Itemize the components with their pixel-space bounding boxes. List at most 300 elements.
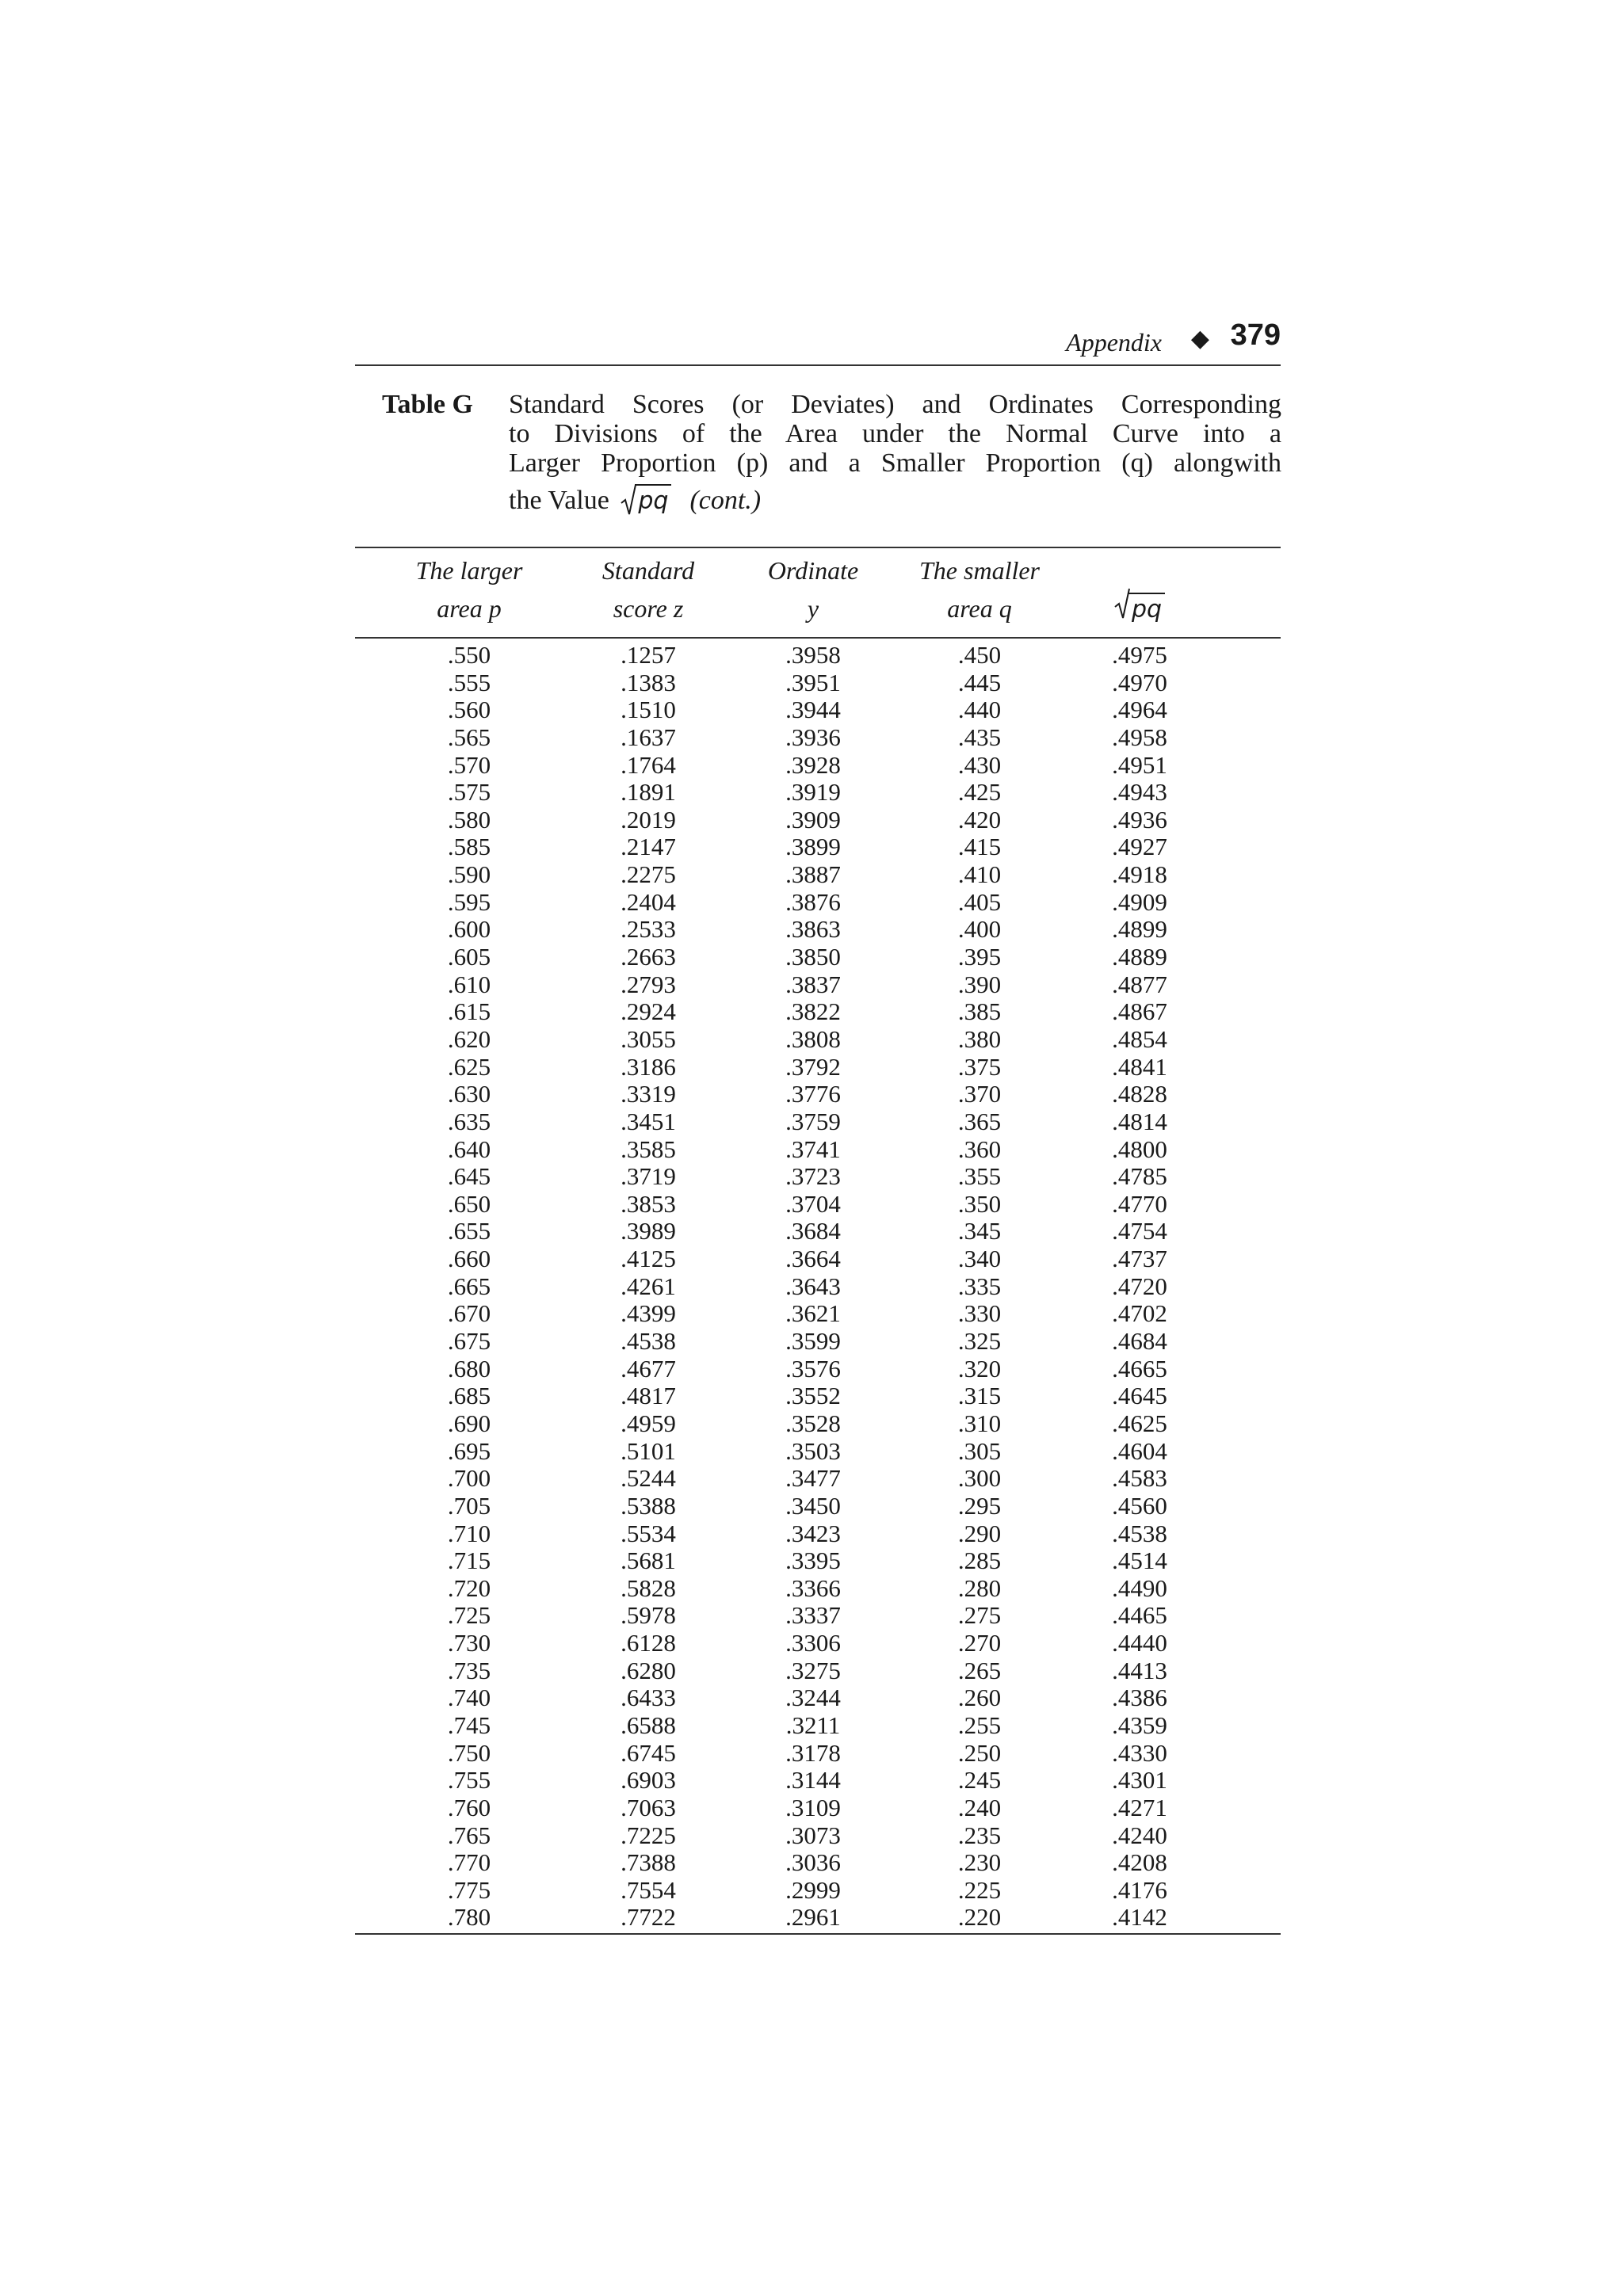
diamond-icon: ◆ xyxy=(1190,325,1209,353)
cell-area-q: .360 xyxy=(957,1135,1002,1163)
cell-ordinate-y: .2999 xyxy=(785,1875,841,1904)
table-row xyxy=(355,889,1281,917)
cell-sqrt-pq: .4538 xyxy=(1112,1519,1167,1547)
cell-area-p: .645 xyxy=(447,1162,491,1191)
cell-ordinate-y: .3503 xyxy=(785,1436,841,1465)
section-title: Appendix xyxy=(1066,328,1162,357)
table-row xyxy=(355,779,1281,807)
cell-area-p: .555 xyxy=(447,668,491,696)
cell-area-p: .765 xyxy=(447,1821,491,1849)
cell-sqrt-pq: .4927 xyxy=(1112,833,1167,861)
cell-ordinate-y: .3109 xyxy=(785,1793,841,1821)
table-row xyxy=(355,696,1281,724)
cell-area-p: .580 xyxy=(447,805,491,833)
cell-area-p: .615 xyxy=(447,997,491,1026)
cell-area-q: .375 xyxy=(957,1052,1002,1081)
cell-area-p: .595 xyxy=(447,887,491,916)
table-row xyxy=(355,1300,1281,1328)
cell-ordinate-y: .3936 xyxy=(785,723,841,751)
cell-area-p: .585 xyxy=(447,833,491,861)
cell-ordinate-y: .3599 xyxy=(785,1327,841,1356)
caption-line: Larger Proportion (p) and a Smaller Proportion (q) alongwith xyxy=(509,448,1281,478)
cell-score-z: .4959 xyxy=(621,1409,676,1437)
cell-area-q: .310 xyxy=(957,1409,1002,1437)
cell-sqrt-pq: .4854 xyxy=(1112,1024,1167,1053)
cell-score-z: .3319 xyxy=(621,1080,676,1108)
cell-score-z: .3186 xyxy=(621,1052,676,1081)
cell-ordinate-y: .3528 xyxy=(785,1409,841,1437)
cell-area-p: .775 xyxy=(447,1875,491,1904)
cell-sqrt-pq: .4889 xyxy=(1112,943,1167,971)
cell-score-z: .5534 xyxy=(621,1519,676,1547)
cell-score-z: .1637 xyxy=(621,723,676,751)
cell-area-q: .260 xyxy=(957,1684,1002,1712)
cell-ordinate-y: .3144 xyxy=(785,1766,841,1794)
cell-sqrt-pq: .4645 xyxy=(1112,1382,1167,1410)
cell-area-p: .650 xyxy=(447,1189,491,1218)
table-row xyxy=(355,1163,1281,1191)
cell-area-p: .690 xyxy=(447,1409,491,1437)
cell-area-p: .670 xyxy=(447,1299,491,1328)
cell-sqrt-pq: .4330 xyxy=(1112,1738,1167,1767)
table-row xyxy=(355,1767,1281,1794)
column-header-y: Ordinate y xyxy=(767,556,859,623)
cell-score-z: .2924 xyxy=(621,997,676,1026)
cell-sqrt-pq: .4970 xyxy=(1112,668,1167,696)
caption-line: to Divisions of the Area under the Normal Curve into a xyxy=(509,419,1281,448)
table-row xyxy=(355,1794,1281,1822)
cell-score-z: .4399 xyxy=(621,1299,676,1328)
cell-sqrt-pq: .4814 xyxy=(1112,1107,1167,1135)
cell-score-z: .4125 xyxy=(621,1245,676,1273)
cell-score-z: .6128 xyxy=(621,1629,676,1657)
column-header-q: The smaller area q xyxy=(919,556,1040,623)
cell-sqrt-pq: .4754 xyxy=(1112,1217,1167,1245)
page-number: 379 xyxy=(1230,318,1281,352)
table-row xyxy=(355,1575,1281,1603)
cell-ordinate-y: .3909 xyxy=(785,805,841,833)
cell-area-p: .625 xyxy=(447,1052,491,1081)
caption-suffix: (cont.) xyxy=(689,486,762,515)
cell-area-q: .450 xyxy=(957,641,1002,669)
cell-area-p: .720 xyxy=(447,1573,491,1602)
table-row xyxy=(355,1465,1281,1493)
cell-area-q: .265 xyxy=(957,1656,1002,1684)
table-header xyxy=(355,548,1281,639)
table-row xyxy=(355,1273,1281,1301)
cell-ordinate-y: .3450 xyxy=(785,1491,841,1520)
cell-area-q: .415 xyxy=(957,833,1002,861)
cell-score-z: .5681 xyxy=(621,1547,676,1575)
cell-ordinate-y: .3876 xyxy=(785,887,841,916)
cell-sqrt-pq: .4514 xyxy=(1112,1547,1167,1575)
cell-area-q: .325 xyxy=(957,1327,1002,1356)
table-bottom-rule xyxy=(355,1933,1281,1935)
cell-sqrt-pq: .4964 xyxy=(1112,696,1167,724)
cell-area-q: .425 xyxy=(957,778,1002,807)
sqrt-icon xyxy=(621,486,671,516)
cell-score-z: .1510 xyxy=(621,696,676,724)
cell-area-q: .445 xyxy=(957,668,1002,696)
table-row xyxy=(355,971,1281,999)
cell-ordinate-y: .3899 xyxy=(785,833,841,861)
cell-ordinate-y: .3423 xyxy=(785,1519,841,1547)
cell-ordinate-y: .3664 xyxy=(785,1245,841,1273)
cell-sqrt-pq: .4918 xyxy=(1112,860,1167,889)
table-row xyxy=(355,833,1281,861)
cell-area-q: .270 xyxy=(957,1629,1002,1657)
cell-score-z: .1383 xyxy=(621,668,676,696)
cell-sqrt-pq: .4301 xyxy=(1112,1766,1167,1794)
cell-area-q: .235 xyxy=(957,1821,1002,1849)
cell-area-q: .280 xyxy=(957,1573,1002,1602)
table-row xyxy=(355,944,1281,971)
cell-sqrt-pq: .4208 xyxy=(1112,1848,1167,1877)
cell-ordinate-y: .3776 xyxy=(785,1080,841,1108)
table-row xyxy=(355,916,1281,944)
cell-area-q: .370 xyxy=(957,1080,1002,1108)
cell-sqrt-pq: .4176 xyxy=(1112,1875,1167,1904)
cell-ordinate-y: .3643 xyxy=(785,1272,841,1300)
table-row xyxy=(355,669,1281,697)
cell-score-z: .6433 xyxy=(621,1684,676,1712)
cell-score-z: .6903 xyxy=(621,1766,676,1794)
table-row xyxy=(355,1657,1281,1685)
cell-area-q: .405 xyxy=(957,887,1002,916)
cell-sqrt-pq: .4899 xyxy=(1112,915,1167,944)
cell-score-z: .6280 xyxy=(621,1656,676,1684)
cell-ordinate-y: .3036 xyxy=(785,1848,841,1877)
cell-area-q: .430 xyxy=(957,750,1002,779)
cell-sqrt-pq: .4975 xyxy=(1112,641,1167,669)
cell-area-p: .705 xyxy=(447,1491,491,1520)
cell-area-q: .365 xyxy=(957,1107,1002,1135)
cell-score-z: .5101 xyxy=(621,1436,676,1465)
cell-ordinate-y: .3928 xyxy=(785,750,841,779)
cell-area-q: .240 xyxy=(957,1793,1002,1821)
cell-ordinate-y: .3741 xyxy=(785,1135,841,1163)
cell-score-z: .2147 xyxy=(621,833,676,861)
cell-sqrt-pq: .4142 xyxy=(1112,1903,1167,1932)
table-row xyxy=(355,1849,1281,1877)
table-row xyxy=(355,1602,1281,1630)
cell-sqrt-pq: .4665 xyxy=(1112,1354,1167,1383)
cell-score-z: .3989 xyxy=(621,1217,676,1245)
cell-score-z: .2663 xyxy=(621,943,676,971)
cell-score-z: .4261 xyxy=(621,1272,676,1300)
cell-ordinate-y: .3621 xyxy=(785,1299,841,1328)
cell-ordinate-y: .3576 xyxy=(785,1354,841,1383)
table-body xyxy=(355,639,1281,1932)
table-row xyxy=(355,1493,1281,1520)
table-row xyxy=(355,807,1281,834)
cell-area-q: .355 xyxy=(957,1162,1002,1191)
data-table xyxy=(355,547,1281,1935)
cell-area-q: .350 xyxy=(957,1189,1002,1218)
cell-score-z: .7722 xyxy=(621,1903,676,1932)
cell-area-p: .695 xyxy=(447,1436,491,1465)
table-row xyxy=(355,1438,1281,1466)
cell-score-z: .5978 xyxy=(621,1601,676,1630)
cell-ordinate-y: .3723 xyxy=(785,1162,841,1191)
cell-ordinate-y: .3395 xyxy=(785,1547,841,1575)
cell-area-p: .575 xyxy=(447,778,491,807)
cell-ordinate-y: .3759 xyxy=(785,1107,841,1135)
cell-sqrt-pq: .4737 xyxy=(1112,1245,1167,1273)
cell-score-z: .1257 xyxy=(621,641,676,669)
cell-area-q: .435 xyxy=(957,723,1002,751)
table-row xyxy=(355,1410,1281,1438)
cell-ordinate-y: .3808 xyxy=(785,1024,841,1053)
cell-area-q: .410 xyxy=(957,860,1002,889)
cell-area-q: .225 xyxy=(957,1875,1002,1904)
cell-ordinate-y: .3366 xyxy=(785,1573,841,1602)
cell-score-z: .3719 xyxy=(621,1162,676,1191)
table-row xyxy=(355,642,1281,669)
cell-score-z: .4677 xyxy=(621,1354,676,1383)
cell-ordinate-y: .3337 xyxy=(785,1601,841,1630)
column-header-sqrt-pq xyxy=(1060,589,1219,629)
caption-text xyxy=(509,390,1281,516)
cell-area-q: .290 xyxy=(957,1519,1002,1547)
caption-prefix: the Value xyxy=(509,486,609,515)
cell-area-q: .315 xyxy=(957,1382,1002,1410)
cell-sqrt-pq: .4604 xyxy=(1112,1436,1167,1465)
cell-score-z: .2019 xyxy=(621,805,676,833)
cell-area-p: .735 xyxy=(447,1656,491,1684)
column-header-p: The larger area p xyxy=(415,556,523,623)
cell-ordinate-y: .3837 xyxy=(785,970,841,998)
cell-area-p: .730 xyxy=(447,1629,491,1657)
cell-area-q: .340 xyxy=(957,1245,1002,1273)
table-row xyxy=(355,1054,1281,1081)
cell-sqrt-pq: .4240 xyxy=(1112,1821,1167,1849)
table-row xyxy=(355,1383,1281,1410)
cell-area-q: .385 xyxy=(957,997,1002,1026)
cell-score-z: .3853 xyxy=(621,1189,676,1218)
cell-score-z: .1891 xyxy=(621,778,676,807)
cell-ordinate-y: .3919 xyxy=(785,778,841,807)
cell-score-z: .3585 xyxy=(621,1135,676,1163)
cell-area-p: .660 xyxy=(447,1245,491,1273)
cell-score-z: .2404 xyxy=(621,887,676,916)
cell-area-p: .675 xyxy=(447,1327,491,1356)
cell-area-p: .770 xyxy=(447,1848,491,1877)
cell-ordinate-y: .3822 xyxy=(785,997,841,1026)
cell-area-q: .230 xyxy=(957,1848,1002,1877)
cell-score-z: .2275 xyxy=(621,860,676,889)
cell-score-z: .6588 xyxy=(621,1711,676,1739)
cell-area-p: .665 xyxy=(447,1272,491,1300)
cell-area-p: .635 xyxy=(447,1107,491,1135)
cell-sqrt-pq: .4413 xyxy=(1112,1656,1167,1684)
cell-score-z: .7063 xyxy=(621,1793,676,1821)
cell-area-q: .220 xyxy=(957,1903,1002,1932)
table-row xyxy=(355,1684,1281,1712)
table-row xyxy=(355,1108,1281,1136)
cell-sqrt-pq: .4625 xyxy=(1112,1409,1167,1437)
cell-sqrt-pq: .4720 xyxy=(1112,1272,1167,1300)
cell-sqrt-pq: .4828 xyxy=(1112,1080,1167,1108)
cell-area-p: .725 xyxy=(447,1601,491,1630)
cell-area-q: .330 xyxy=(957,1299,1002,1328)
table-row xyxy=(355,724,1281,752)
table-row xyxy=(355,752,1281,780)
cell-ordinate-y: .3958 xyxy=(785,641,841,669)
cell-ordinate-y: .3306 xyxy=(785,1629,841,1657)
cell-ordinate-y: .3275 xyxy=(785,1656,841,1684)
table-row xyxy=(355,1081,1281,1108)
cell-area-q: .440 xyxy=(957,696,1002,724)
cell-area-p: .700 xyxy=(447,1464,491,1493)
table-row xyxy=(355,861,1281,889)
cell-area-q: .295 xyxy=(957,1491,1002,1520)
cell-area-p: .630 xyxy=(447,1080,491,1108)
cell-ordinate-y: .3704 xyxy=(785,1189,841,1218)
cell-score-z: .4538 xyxy=(621,1327,676,1356)
table-row xyxy=(355,1877,1281,1905)
cell-sqrt-pq: .4684 xyxy=(1112,1327,1167,1356)
cell-ordinate-y: .3211 xyxy=(785,1711,841,1739)
cell-score-z: .5828 xyxy=(621,1573,676,1602)
running-header xyxy=(355,317,1281,366)
cell-area-p: .570 xyxy=(447,750,491,779)
cell-sqrt-pq: .4841 xyxy=(1112,1052,1167,1081)
cell-score-z: .7388 xyxy=(621,1848,676,1877)
cell-area-p: .715 xyxy=(447,1547,491,1575)
cell-sqrt-pq: .4867 xyxy=(1112,997,1167,1026)
cell-area-p: .605 xyxy=(447,943,491,971)
table-row xyxy=(355,1191,1281,1219)
cell-score-z: .1764 xyxy=(621,750,676,779)
radicand: pq xyxy=(635,484,671,515)
cell-ordinate-y: .3073 xyxy=(785,1821,841,1849)
table-label: Table G xyxy=(382,390,473,419)
cell-area-p: .680 xyxy=(447,1354,491,1383)
cell-sqrt-pq: .4770 xyxy=(1112,1189,1167,1218)
table-row xyxy=(355,1356,1281,1383)
cell-score-z: .2533 xyxy=(621,915,676,944)
cell-score-z: .3055 xyxy=(621,1024,676,1053)
cell-area-q: .390 xyxy=(957,970,1002,998)
column-header-z: Standard score z xyxy=(601,556,695,623)
cell-sqrt-pq: .4958 xyxy=(1112,723,1167,751)
table-row xyxy=(355,998,1281,1026)
cell-area-q: .285 xyxy=(957,1547,1002,1575)
cell-sqrt-pq: .4560 xyxy=(1112,1491,1167,1520)
cell-area-p: .640 xyxy=(447,1135,491,1163)
caption-line: Standard Scores (or Deviates) and Ordinates Corresponding xyxy=(509,390,1281,419)
cell-sqrt-pq: .4465 xyxy=(1112,1601,1167,1630)
cell-ordinate-y: .3944 xyxy=(785,696,841,724)
cell-sqrt-pq: .4271 xyxy=(1112,1793,1167,1821)
cell-area-p: .600 xyxy=(447,915,491,944)
cell-ordinate-y: .2961 xyxy=(785,1903,841,1932)
cell-area-p: .760 xyxy=(447,1793,491,1821)
cell-sqrt-pq: .4583 xyxy=(1112,1464,1167,1493)
cell-area-q: .250 xyxy=(957,1738,1002,1767)
cell-sqrt-pq: .4800 xyxy=(1112,1135,1167,1163)
cell-sqrt-pq: .4386 xyxy=(1112,1684,1167,1712)
cell-ordinate-y: .3477 xyxy=(785,1464,841,1493)
table-row xyxy=(355,1136,1281,1164)
cell-score-z: .5244 xyxy=(621,1464,676,1493)
cell-area-q: .305 xyxy=(957,1436,1002,1465)
cell-sqrt-pq: .4785 xyxy=(1112,1162,1167,1191)
cell-ordinate-y: .3863 xyxy=(785,915,841,944)
cell-ordinate-y: .3887 xyxy=(785,860,841,889)
table-row xyxy=(355,1712,1281,1740)
table-row xyxy=(355,1904,1281,1932)
cell-area-q: .320 xyxy=(957,1354,1002,1383)
cell-sqrt-pq: .4951 xyxy=(1112,750,1167,779)
table-row xyxy=(355,1245,1281,1273)
cell-area-p: .750 xyxy=(447,1738,491,1767)
cell-area-p: .550 xyxy=(447,641,491,669)
cell-ordinate-y: .3178 xyxy=(785,1738,841,1767)
cell-area-p: .565 xyxy=(447,723,491,751)
cell-score-z: .6745 xyxy=(621,1738,676,1767)
cell-area-q: .255 xyxy=(957,1711,1002,1739)
cell-ordinate-y: .3552 xyxy=(785,1382,841,1410)
cell-area-q: .245 xyxy=(957,1766,1002,1794)
table-row xyxy=(355,1218,1281,1245)
cell-ordinate-y: .3792 xyxy=(785,1052,841,1081)
table-row xyxy=(355,1822,1281,1850)
cell-area-q: .380 xyxy=(957,1024,1002,1053)
cell-area-q: .275 xyxy=(957,1601,1002,1630)
cell-sqrt-pq: .4440 xyxy=(1112,1629,1167,1657)
caption-last-line xyxy=(509,486,1281,516)
cell-area-q: .420 xyxy=(957,805,1002,833)
table-row xyxy=(355,1328,1281,1356)
cell-score-z: .7554 xyxy=(621,1875,676,1904)
cell-sqrt-pq: .4702 xyxy=(1112,1299,1167,1328)
cell-sqrt-pq: .4909 xyxy=(1112,887,1167,916)
cell-area-p: .780 xyxy=(447,1903,491,1932)
cell-sqrt-pq: .4359 xyxy=(1112,1711,1167,1739)
cell-area-p: .590 xyxy=(447,860,491,889)
cell-area-p: .560 xyxy=(447,696,491,724)
cell-score-z: .2793 xyxy=(621,970,676,998)
cell-sqrt-pq: .4490 xyxy=(1112,1573,1167,1602)
cell-sqrt-pq: .4936 xyxy=(1112,805,1167,833)
cell-area-q: .300 xyxy=(957,1464,1002,1493)
cell-ordinate-y: .3850 xyxy=(785,943,841,971)
cell-area-p: .755 xyxy=(447,1766,491,1794)
table-row xyxy=(355,1547,1281,1575)
cell-sqrt-pq: .4877 xyxy=(1112,970,1167,998)
cell-area-q: .345 xyxy=(957,1217,1002,1245)
cell-score-z: .7225 xyxy=(621,1821,676,1849)
cell-area-q: .335 xyxy=(957,1272,1002,1300)
cell-area-p: .685 xyxy=(447,1382,491,1410)
cell-area-p: .610 xyxy=(447,970,491,998)
cell-area-q: .400 xyxy=(957,915,1002,944)
cell-ordinate-y: .3244 xyxy=(785,1684,841,1712)
cell-score-z: .3451 xyxy=(621,1107,676,1135)
sqrt-icon: pq xyxy=(1114,589,1165,629)
cell-area-p: .740 xyxy=(447,1684,491,1712)
cell-score-z: .4817 xyxy=(621,1382,676,1410)
cell-sqrt-pq: .4943 xyxy=(1112,778,1167,807)
table-row xyxy=(355,1520,1281,1548)
cell-score-z: .5388 xyxy=(621,1491,676,1520)
cell-area-q: .395 xyxy=(957,943,1002,971)
cell-area-p: .655 xyxy=(447,1217,491,1245)
cell-area-p: .745 xyxy=(447,1711,491,1739)
cell-area-p: .620 xyxy=(447,1024,491,1053)
